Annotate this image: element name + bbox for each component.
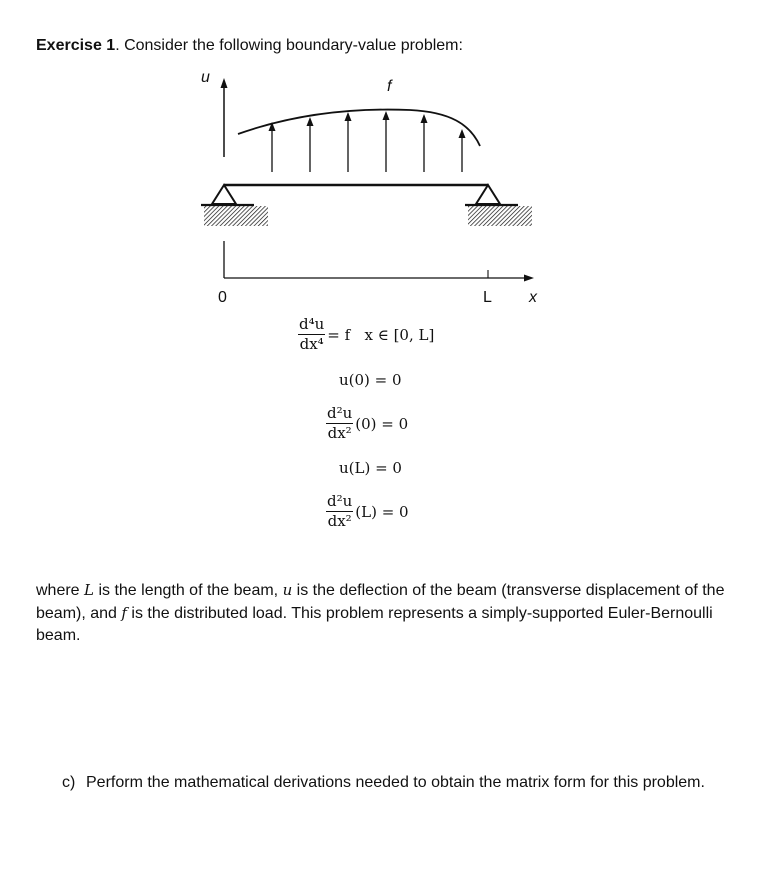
u-axis-arrowhead	[221, 78, 228, 88]
load-label: f	[387, 78, 392, 95]
boundary-condition-uL: u(L) = 0	[339, 459, 402, 477]
fraction-numerator: d²u	[327, 404, 353, 422]
description-text: is the length of the beam,	[94, 582, 283, 599]
load-curve	[238, 110, 480, 146]
fraction-denominator: dx²	[327, 512, 352, 530]
fraction-denominator: dx²	[327, 424, 352, 442]
equation-rhs: (L) = 0	[355, 502, 409, 521]
boundary-condition-d2u0	[326, 405, 408, 442]
second-derivative-fraction	[326, 493, 353, 530]
part-c-text: Perform the mathematical derivations needed to obtain the matrix form for this problem.	[86, 774, 705, 791]
origin-label: 0	[218, 289, 227, 306]
x-axis-arrowhead	[524, 275, 534, 282]
second-derivative-fraction	[326, 405, 353, 442]
right-pin-support	[465, 185, 532, 226]
equation-governing	[298, 316, 434, 353]
math-symbol-f: f	[121, 604, 127, 622]
part-c-question	[62, 772, 742, 794]
boundary-condition-d2uL	[326, 493, 409, 530]
exercise-intro: . Consider the following boundary-value problem:	[115, 37, 463, 54]
description-text: where	[36, 582, 85, 599]
beam-diagram	[0, 0, 772, 320]
math-symbol-L: L	[84, 581, 94, 599]
part-c-label: c)	[62, 774, 76, 791]
length-label: L	[483, 289, 492, 306]
fraction-numerator: d⁴u	[299, 315, 325, 333]
fourth-derivative-fraction	[298, 316, 325, 353]
boundary-condition-u0: u(0) = 0	[339, 371, 402, 389]
fraction-denominator: dx⁴	[299, 335, 324, 353]
x-axis-label: x	[529, 289, 537, 306]
description-paragraph	[36, 579, 736, 647]
equation-rhs: = f x ∈ [0, L]	[327, 325, 435, 344]
u-axis-label: u	[201, 69, 210, 86]
math-symbol-u: u	[282, 581, 293, 599]
equation-rhs: (0) = 0	[355, 414, 409, 433]
load-arrows	[269, 111, 466, 172]
exercise-label: Exercise 1	[36, 37, 116, 54]
description-text: is the deflection of the beam (transverse displacement of the beam), and	[36, 582, 725, 622]
left-pin-support	[201, 185, 268, 226]
fraction-numerator: d²u	[327, 492, 353, 510]
description-text: is the distributed load. This problem represents a simply-supported Euler-Bernoulli beam.	[36, 605, 713, 644]
